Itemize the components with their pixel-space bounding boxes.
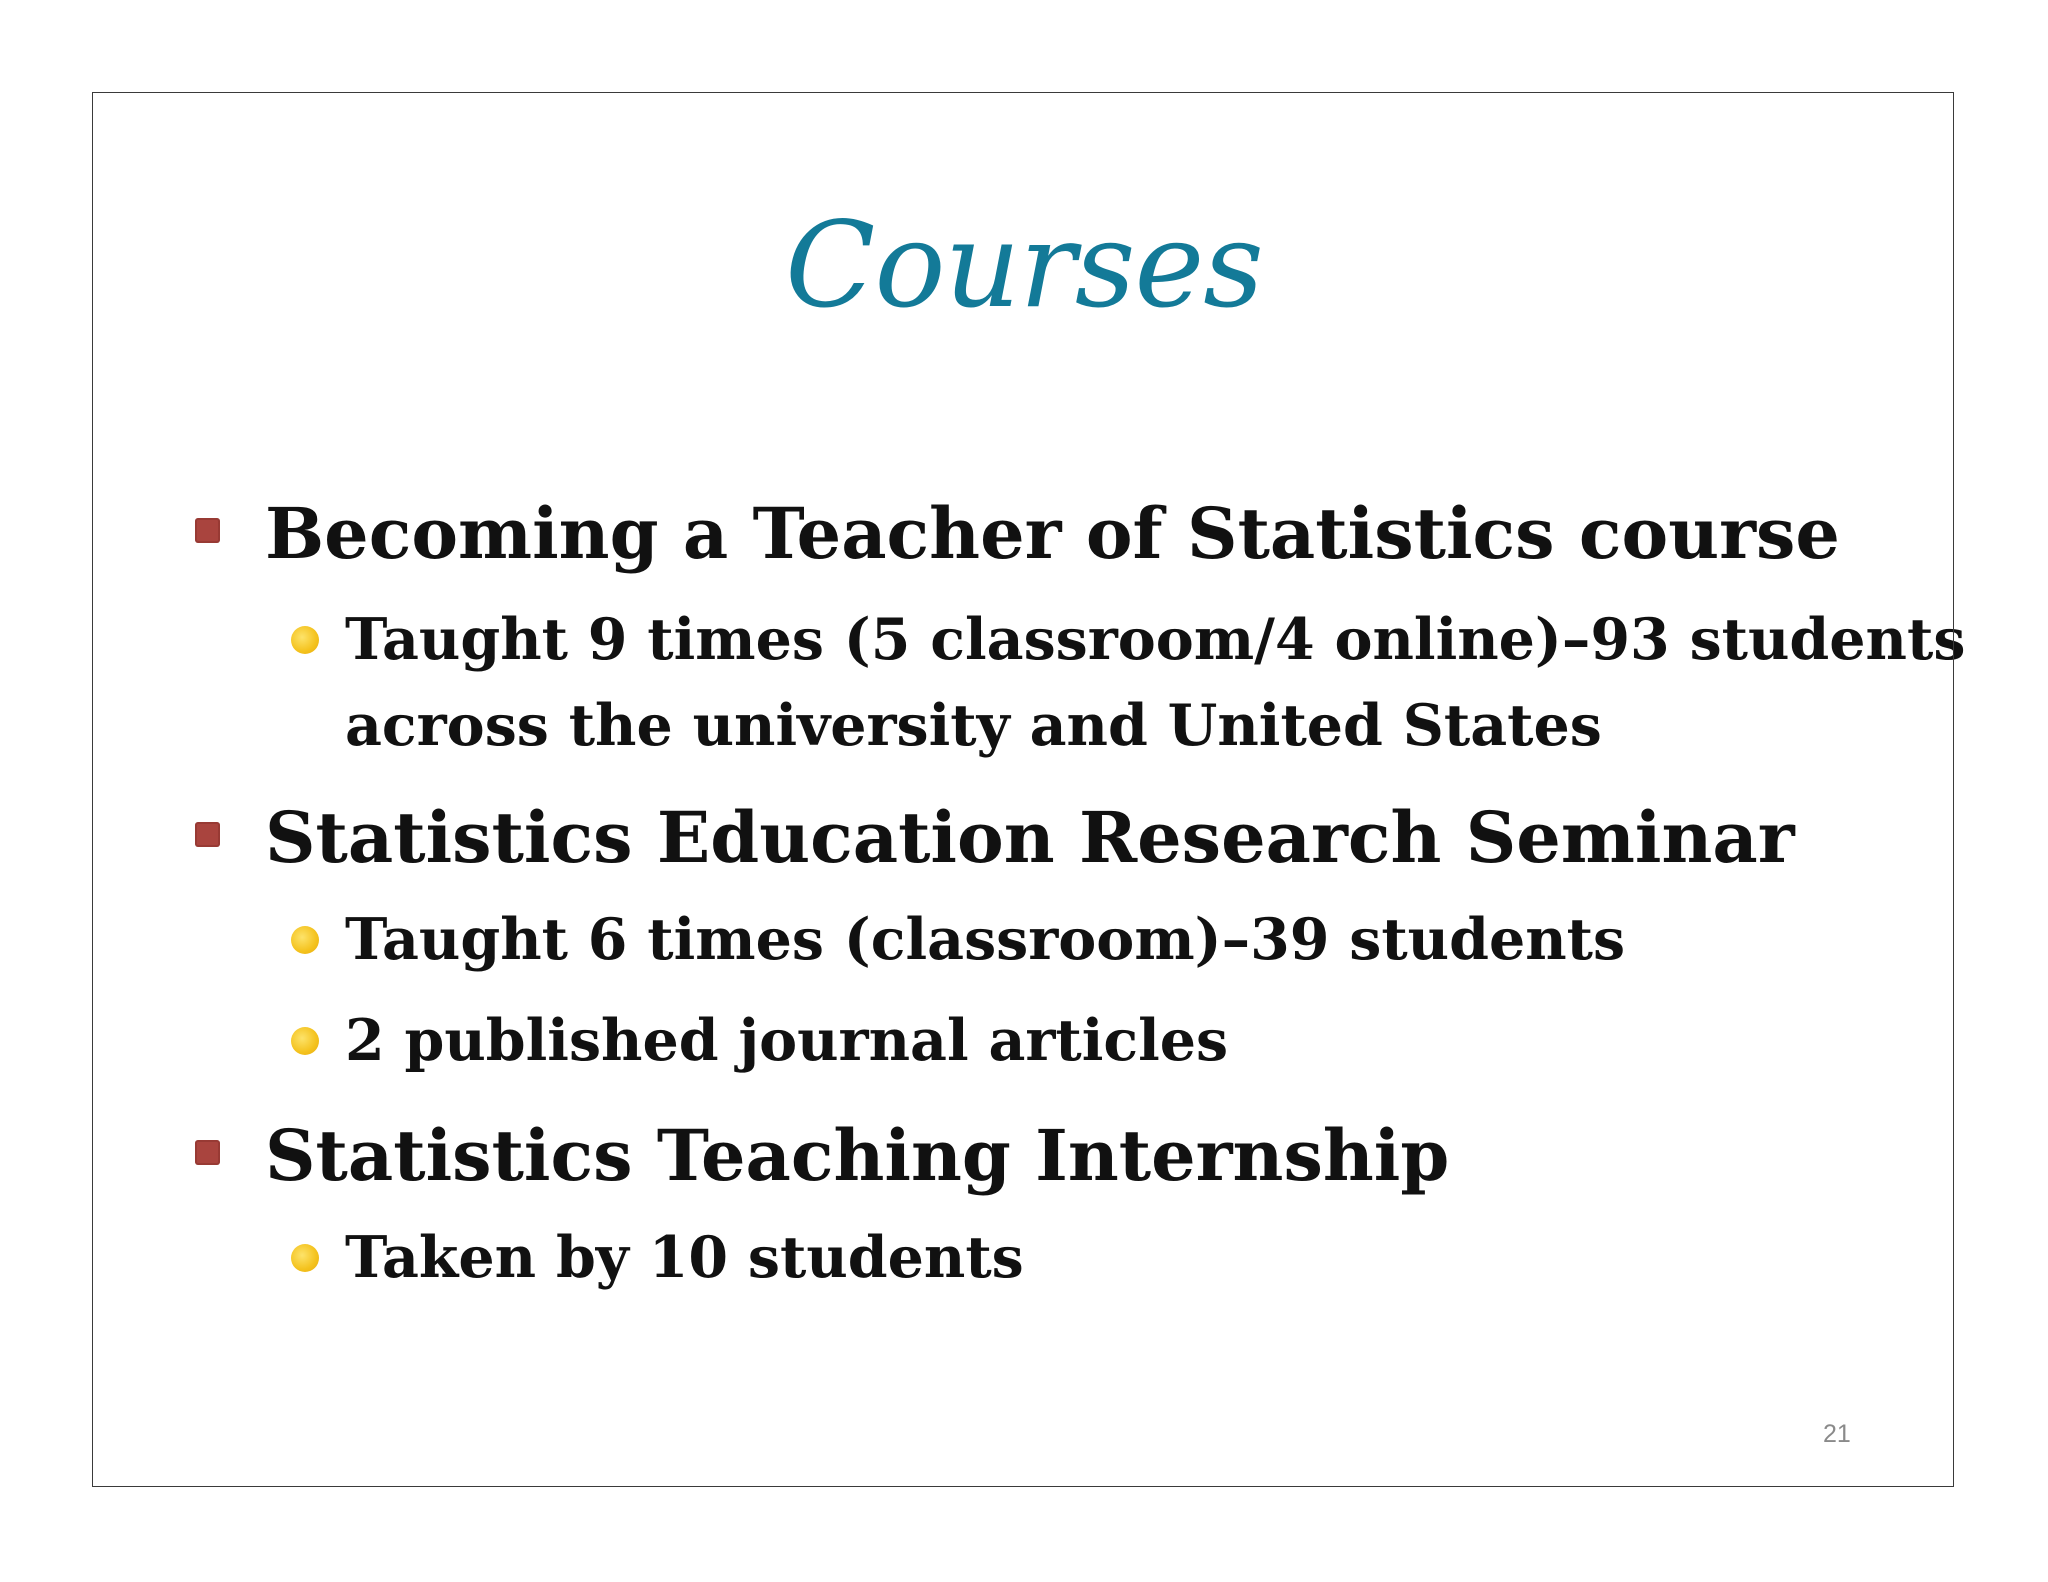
sub-item-journal-articles: 2 published journal articles bbox=[345, 1007, 1229, 1074]
square-bullet-icon bbox=[195, 822, 220, 847]
bullet-item-teaching-internship: Statistics Teaching Internship bbox=[265, 1114, 1450, 1197]
square-bullet-icon bbox=[195, 1140, 220, 1165]
round-bullet-icon bbox=[291, 626, 319, 654]
round-bullet-icon bbox=[291, 1244, 319, 1272]
round-bullet-icon bbox=[291, 1027, 319, 1055]
square-bullet-icon bbox=[195, 518, 220, 543]
slide-title: Courses bbox=[785, 196, 1263, 334]
sub-item-taken-by-10: Taken by 10 students bbox=[345, 1224, 1024, 1291]
sub-item-taught-9-line-1: Taught 9 times (5 classroom/4 online)–93 students bbox=[345, 606, 1966, 673]
page-number: 21 bbox=[1823, 1420, 1851, 1448]
sub-item-taught-6: Taught 6 times (classroom)–39 students bbox=[345, 906, 1626, 973]
bullet-item-research-seminar: Statistics Education Research Seminar bbox=[265, 796, 1795, 879]
sub-item-taught-9-line-2: across the university and United States bbox=[345, 692, 1602, 759]
bullet-item-teacher-course: Becoming a Teacher of Statistics course bbox=[265, 492, 1840, 575]
round-bullet-icon bbox=[291, 926, 319, 954]
